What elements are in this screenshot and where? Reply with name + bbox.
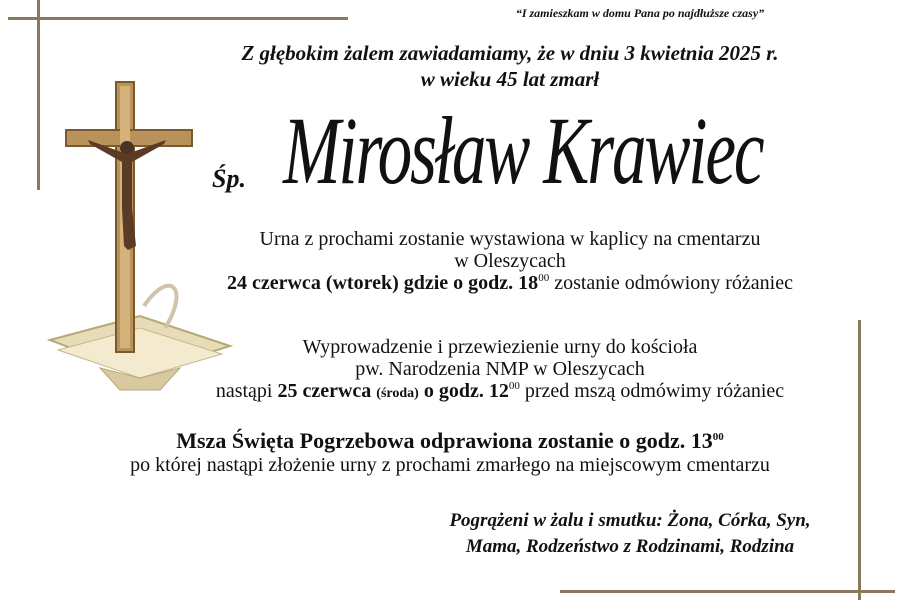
procession-line-1: Wyprowadzenie i przewiezienie urny do kościoła: [302, 336, 698, 358]
mass-section: [40, 428, 860, 476]
urn-line-3: [150, 272, 870, 294]
intro-line-1: Z głębokim żalem zawiadamiamy, że w dniu 3 kwietnia 2025 r.: [241, 41, 779, 65]
urn-section: [150, 228, 870, 294]
deceased-name: Mirosław Krawiec: [283, 97, 763, 204]
closing-line-1: Pogrążeni w żalu i smutku: Żona, Córka, Syn,: [449, 510, 811, 531]
frame-line-top: [8, 17, 348, 20]
urn-line-2: w Oleszycach: [454, 250, 566, 272]
mass-line-1: [40, 428, 860, 454]
urn-rest: zostanie odmówiony różaniec: [549, 272, 793, 294]
closing: [390, 508, 870, 560]
mass-title: Msza Święta Pogrzebowa odprawiona zostanie o godz. 13: [176, 428, 713, 453]
procession-date: 25 czerwca: [277, 380, 372, 402]
closing-line-2: Mama, Rodzeństwo z Rodzinami, Rodzina: [465, 536, 795, 557]
procession-line-2: pw. Narodzenia NMP w Oleszycach: [355, 358, 645, 380]
urn-line-1: Urna z prochami zostanie wystawiona w kaplicy na cmentarzu: [259, 228, 761, 250]
mass-line-2: po której nastąpi złożenie urny z prochami zmarłego na miejscowym cmentarzu: [130, 454, 770, 476]
procession-rest: przed mszą odmówimy różaniec: [519, 380, 785, 402]
quote: “I zamieszkam w domu Pana po najdłuższe czasy”: [515, 6, 765, 20]
procession-pre: nastąpi: [215, 380, 278, 402]
urn-date-time: 24 czerwca (wtorek) gdzie o godz. 18: [226, 272, 539, 294]
frame-line-bottom: [560, 590, 895, 593]
urn-time-minutes: 00: [538, 272, 550, 284]
mass-time-minutes: 00: [712, 431, 724, 443]
intro: [150, 40, 870, 92]
procession-time: o godz. 12: [418, 380, 509, 402]
procession-time-minutes: 00: [508, 380, 520, 392]
procession-section: [110, 336, 890, 405]
prefix-sp: Śp.: [212, 164, 246, 193]
intro-line-2: w wieku 45 lat zmarł: [420, 67, 600, 91]
procession-day: (środa): [376, 386, 419, 401]
procession-line-3: [110, 380, 890, 405]
